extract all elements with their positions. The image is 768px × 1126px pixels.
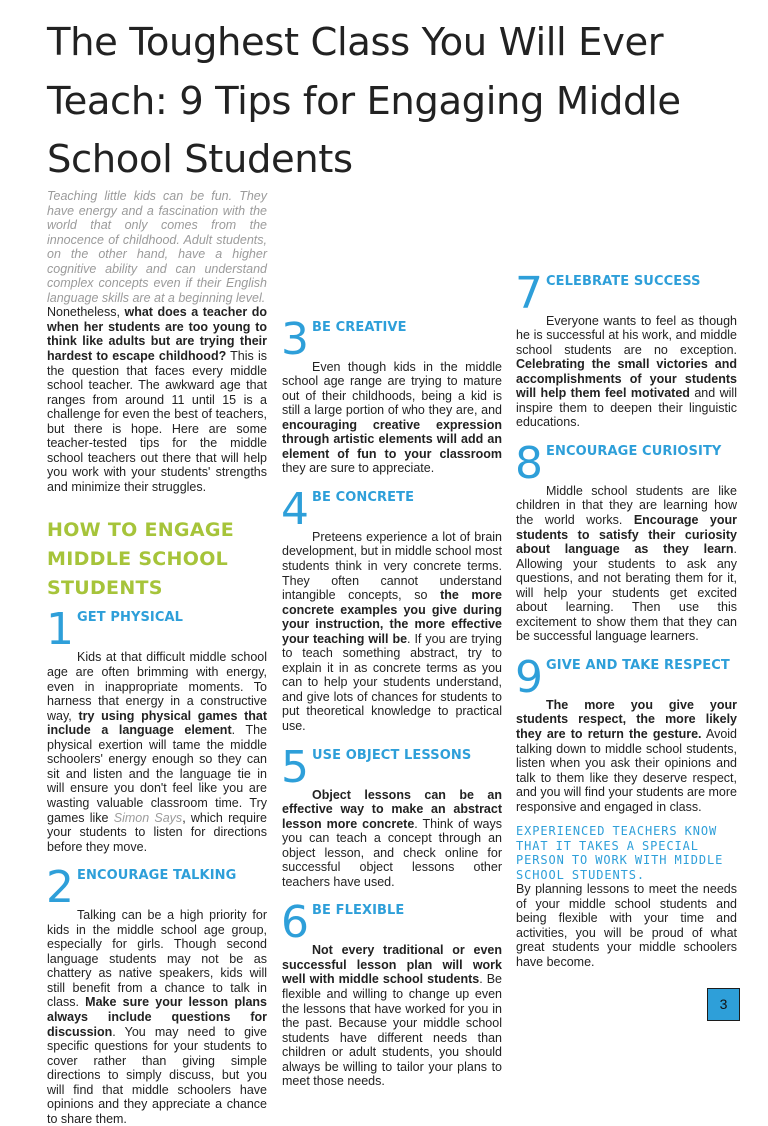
tip-9	[515, 651, 738, 814]
tip-body: Talking can be a high priority for kids in the middle school age group, especially for girls. Though second language students may not be as chattery as native speakers, kids will still benefit from a chance to talk in class. Make sure your lesson plans always include questions for discussion. You may need to give specific questions for your students to cover rather than giving simple directions to simply discuss, but you will find that middle schoolers have opinions and they appreciate a chance to share them.	[47, 908, 267, 1126]
tip-number: 3	[281, 313, 309, 365]
tip-1	[46, 604, 267, 854]
tip-body: Not every traditional or even successful lesson plan will work well with middle school students. Be flexible and willing to change up even the lessons that have worked for you in the past. Because your middle school students have different needs than children or adult students, you should always be willing to tailor your plans to meet those needs.	[282, 943, 502, 1089]
tip-8	[515, 437, 737, 644]
tip-title: ENCOURAGE CURIOSITY	[546, 443, 722, 459]
tip-title: BE FLEXIBLE	[312, 903, 405, 919]
tip-body: Middle school students are like children in that they are learning how the world works. Encourage your students to satisfy their curiosity about language as they learn. Allowing your students to ask any questions, and not berating them for it, will help your students get excited about learning. Then use this excitement to show them that they can be successful language learners.	[516, 483, 737, 644]
page-number: 3	[707, 988, 740, 1021]
tip-title: ENCOURAGE TALKING	[77, 868, 237, 884]
tip-number: 1	[46, 604, 74, 656]
tip-number: 9	[515, 651, 543, 703]
tip-title: BE CONCRETE	[312, 489, 415, 505]
tip-title: CELEBRATE SUCCESS	[546, 273, 701, 289]
intro-question-paragraph: Nonetheless, what does a teacher do when her students are too young to think like adults but are trying their hardest to escape childhood? This is the question that faces every middle school teacher. The awkward age that ranges from around 11 until 15 is a challenge for even the best of teachers, but there is hope. Here are some teacher-tested tips for the middle school teachers out there that will help you work with your students' strengths and minimize their struggles.	[47, 305, 267, 494]
tip-6	[281, 897, 502, 1089]
tip-number: 5	[281, 741, 309, 793]
tip-number: 7	[515, 267, 543, 319]
tip-number: 4	[281, 483, 309, 535]
closing-paragraph: By planning lessons to meet the needs of your middle school students and being flexible with your time and activities, you will be proud of what great students your middle schoolers have become.	[516, 882, 737, 969]
tip-3	[281, 313, 502, 476]
tip-body: Object lessons can be an effective way to make an abstract lesson more concrete. Think of ways you can teach a concept through an object lesson, and check online for successful object lessons other teachers have used.	[282, 787, 503, 889]
tip-body: Even though kids in the middle school age range are trying to mature out of their childhoods, being a kid is still a large portion of who they are, and encouraging creative expression through artistic elements will add an element of fun to your classroom they are sure to appreciate.	[282, 359, 502, 476]
tip-body: Preteens experience a lot of brain development, but in middle school most students think in very concrete terms. They often cannot understand intangible concepts, so the more concrete examples you give during your instruction, the more effective your teaching will be. If you are trying to teach something abstract, try to explain it in as concrete terms as you can to help your students understand, and give lots of chances for students to put theoretical knowledge to practical use.	[282, 529, 502, 733]
section-heading: HOW TO ENGAGE MIDDLE SCHOOL STUDENTS	[47, 519, 235, 600]
tip-number: 6	[281, 897, 309, 949]
column-1	[47, 189, 267, 1126]
tip-title: USE OBJECT LESSONS	[312, 747, 472, 763]
column-3	[516, 190, 737, 970]
tip-title: GIVE AND TAKE RESPECT	[546, 657, 730, 673]
tip-body: Everyone wants to feel as though he is successful at his work, and middle school students are no exception. Celebrating the small victories and accomplishments of your students will help them feel motivated and will inspire them to deepen their linguistic educations.	[516, 313, 737, 430]
tip-number: 8	[515, 437, 543, 489]
callout-quote: EXPERIENCED TEACHERS KNOW THAT IT TAKES A SPECIAL PERSON TO WORK WITH MIDDLE SCHOOL STUDENTS.	[516, 824, 724, 882]
tip-7	[515, 267, 737, 430]
article-title: The Toughest Class You Will Ever Teach: 9 Tips for Engaging Middle School Students	[47, 20, 681, 182]
tip-2	[46, 862, 267, 1126]
intro-paragraph: Teaching little kids can be fun. They have energy and a fascination with the world that only comes from the innocence of childhood. Adult students, on the other hand, have a higher cognitive ability and can understand complex concepts even if their English language skills are at a beginning level.	[47, 189, 267, 305]
tip-5	[281, 741, 503, 890]
tip-title: BE CREATIVE	[312, 319, 407, 335]
tip-title: GET PHYSICAL	[77, 610, 184, 626]
column-2	[282, 190, 502, 1089]
tip-body: Kids at that difficult middle school age are often brimming with energy, even in inappropriate moments. To harness that energy in a constructive way, try using physical games that include a language element. The physical exertion will tame the middle schoolers' energy enough so they can sit and listen and the language tie in will ensure you don't feel like you are wasting valuable classroom time. Try games like Simon Says, which require your students to listen for directions before they move.	[47, 650, 267, 854]
tip-4	[281, 483, 502, 734]
tip-body: The more you give your students respect, the more likely they are to return the gesture. Avoid talking down to middle school students, listen when you ask their opinions and talk to them like they deserve respect, and you will find your students are more responsive and engaged in class.	[516, 697, 738, 814]
tip-number: 2	[46, 862, 74, 914]
